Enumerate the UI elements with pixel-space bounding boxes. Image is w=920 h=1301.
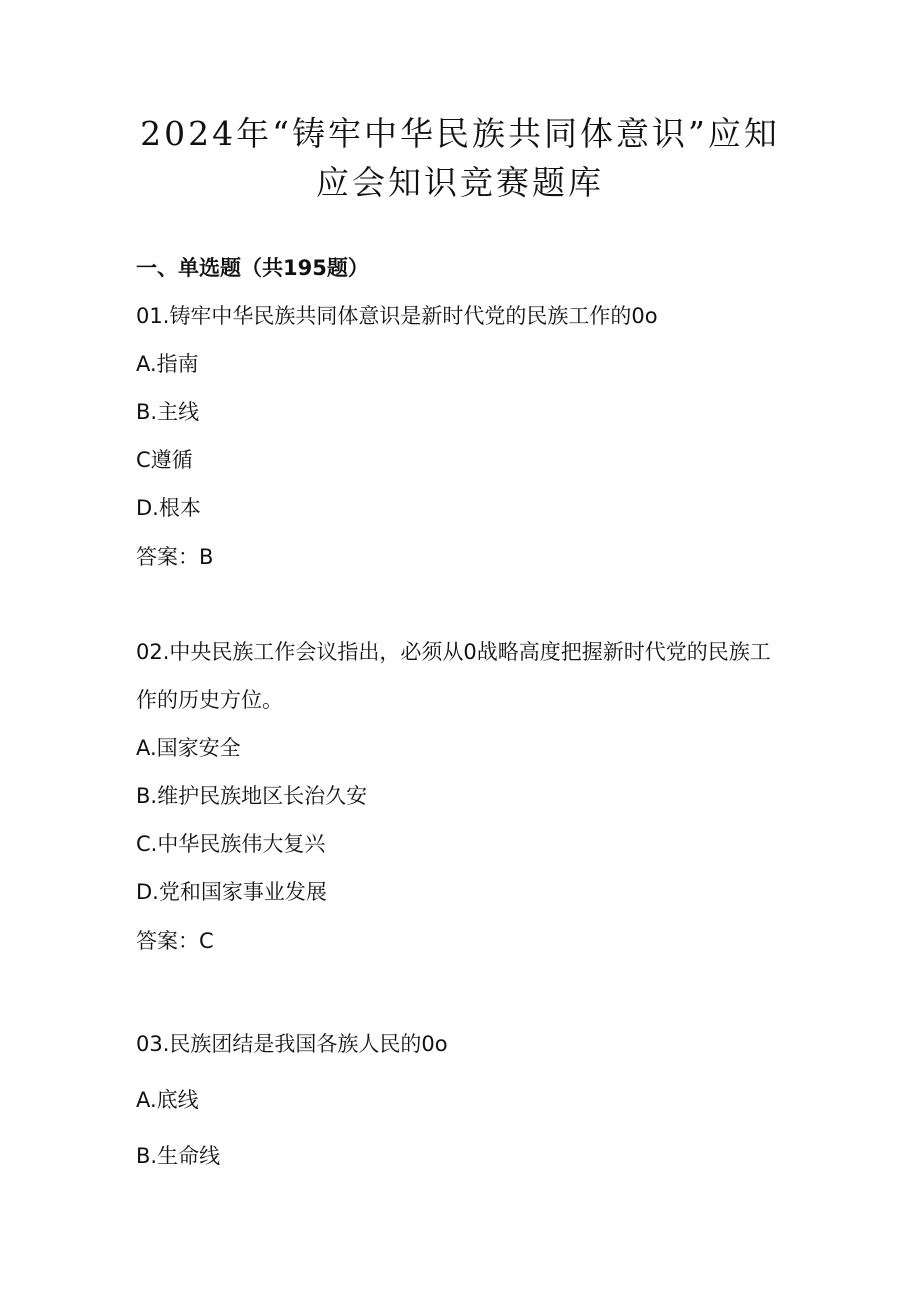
question-2-stem-line-1: 02.中央民族工作会议指出，必须从0战略高度把握新时代党的民族工 [136, 640, 771, 664]
question-3-option-a: A.底线 [136, 1088, 199, 1112]
question-1-answer: 答案：B [136, 545, 214, 569]
question-1-option-a: A.指南 [136, 352, 199, 376]
question-2-option-c: C.中华民族伟大复兴 [136, 832, 326, 856]
question-1-option-c: C遵循 [136, 448, 193, 472]
document-title-line-1: 2024年“铸牢中华民族共同体意识”应知 [140, 114, 780, 153]
question-3-option-b: B.生命线 [136, 1144, 221, 1168]
question-2-option-a: A.国家安全 [136, 736, 241, 760]
document-title-line-2: 应会知识竞赛题库 [316, 163, 604, 202]
question-2-stem-line-2: 作的历史方位。 [136, 688, 283, 712]
question-2-answer: 答案：C [136, 929, 214, 953]
question-1-stem: 01.铸牢中华民族共同体意识是新时代党的民族工作的0o [136, 304, 658, 328]
section-heading: 一、单选题（共195题） [136, 256, 369, 280]
question-1-option-d: D.根本 [136, 496, 201, 520]
question-2-option-b: B.维护民族地区长治久安 [136, 784, 368, 808]
question-3-stem: 03.民族团结是我国各族人民的0o [136, 1032, 448, 1056]
question-2-option-d: D.党和国家事业发展 [136, 880, 327, 904]
question-1-option-b: B.主线 [136, 400, 200, 424]
